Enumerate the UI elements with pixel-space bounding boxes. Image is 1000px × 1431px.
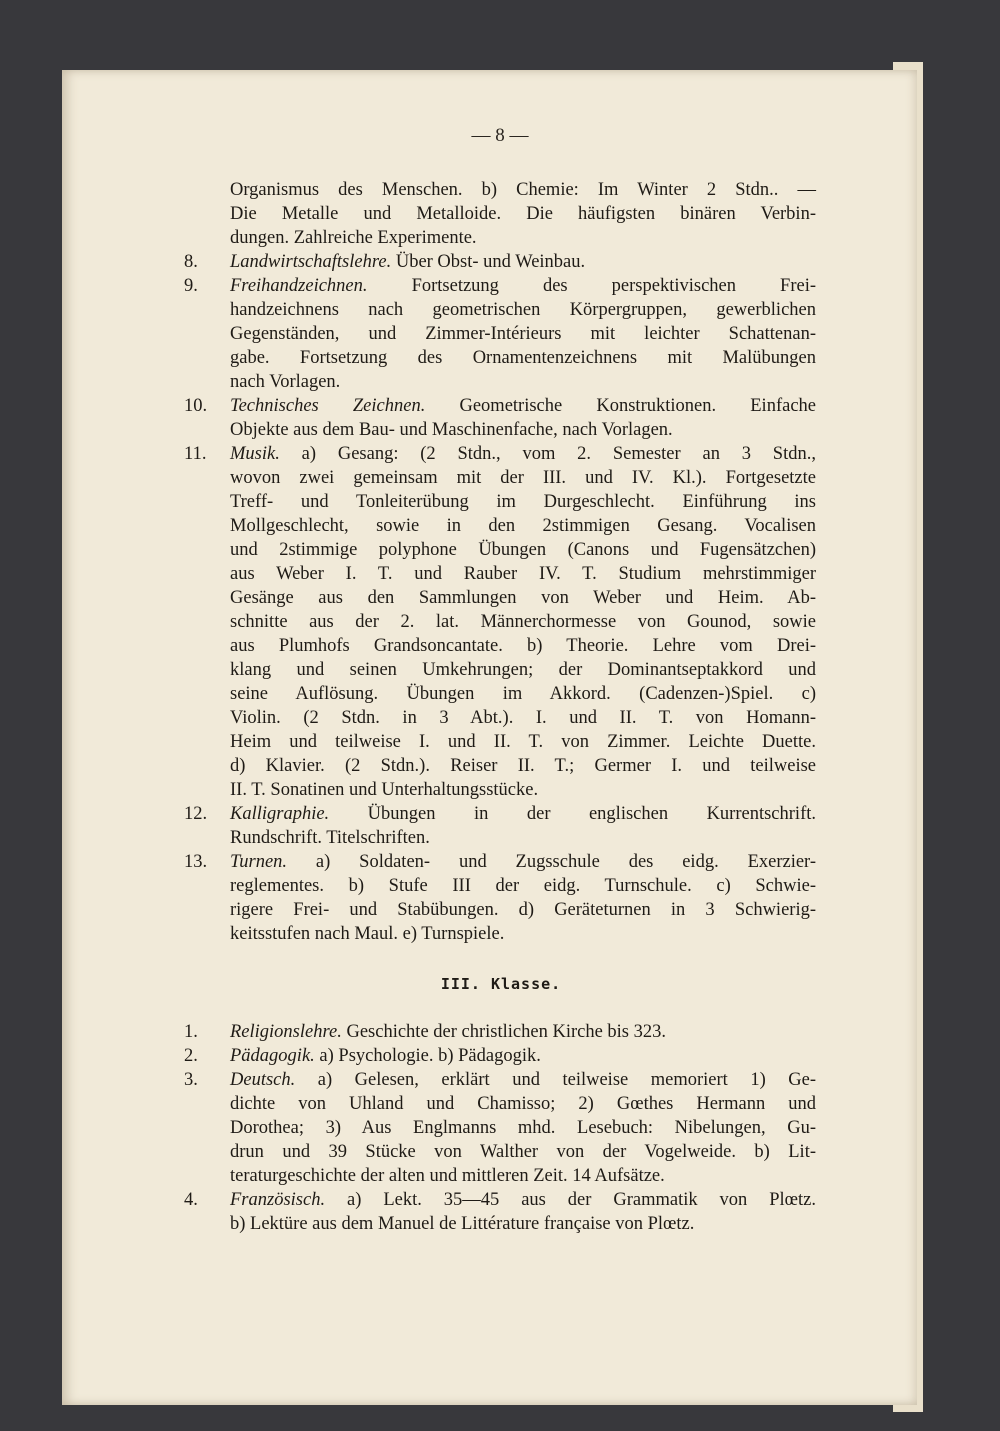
item-number: 8.	[184, 252, 198, 272]
item-title: Pädagogik.	[230, 1046, 315, 1066]
list-item	[186, 850, 816, 946]
text-line: nach Vorlagen.	[230, 372, 341, 392]
text-line: klang und seinen Umkehrungen; der Dominantseptakkord und	[230, 660, 816, 680]
text-line: rigere Frei- und Stabübungen. d) Geräteturnen in 3 Schwierig-	[230, 900, 816, 920]
text-line: keitsstufen nach Maul. e) Turnspiele.	[230, 924, 505, 944]
list-item	[186, 1020, 816, 1044]
list-item	[186, 802, 816, 850]
item-title: Kalligraphie.	[230, 804, 330, 824]
text-line: aus Weber I. T. und Rauber IV. T. Studium mehrstimmiger	[230, 564, 816, 584]
section-heading: III. Klasse.	[440, 975, 562, 993]
item-number: 11.	[184, 444, 207, 464]
item-text: a) Soldaten- und Zugsschule des eidg. Exerzier-	[287, 852, 816, 872]
text-line: dichte von Uhland und Chamisso; 2) Gœthes Hermann und	[230, 1094, 816, 1114]
text-line: Heim und teilweise I. und II. T. von Zimmer. Leichte Duette.	[230, 732, 816, 752]
item-text: Übungen in der englischen Kurrentschrift.	[329, 804, 816, 824]
text-line: wovon zwei gemeinsam mit der III. und IV. Kl.). Fortgesetzte	[230, 468, 816, 488]
item-title: Turnen.	[230, 852, 288, 872]
subject-list-part2	[186, 1020, 816, 1236]
text-line: aus Plumhofs Grandsoncantate. b) Theorie. Lehre vom Drei-	[230, 636, 816, 656]
list-item	[186, 1068, 816, 1188]
text-line	[186, 250, 816, 274]
list-item	[186, 394, 816, 442]
item-title: Freihandzeichnen.	[230, 276, 368, 296]
list-item	[186, 1044, 816, 1068]
item-number: 4.	[184, 1190, 198, 1210]
item-text: Geometrische Konstruktionen. Einfache	[425, 396, 816, 416]
item-text: Fortsetzung des perspektivischen Frei-	[367, 276, 816, 296]
text-line	[186, 1020, 816, 1044]
text-line: Violin. (2 Stdn. in 3 Abt.). I. und II. T. von Homann-	[230, 708, 816, 728]
text-line: d) Klavier. (2 Stdn.). Reiser II. T.; Germer I. und teilweise	[230, 756, 816, 776]
text-line: b) Lektüre aus dem Manuel de Littérature française von Plœtz.	[230, 1214, 695, 1234]
text-line: Dorothea; 3) Aus Englmanns mhd. Lesebuch: Nibelungen, Gu-	[230, 1118, 816, 1138]
text-line: Rundschrift. Titelschriften.	[230, 828, 430, 848]
text-line	[186, 1068, 816, 1092]
list-item	[186, 1188, 816, 1236]
item-text: a) Psychologie. b) Pädagogik.	[314, 1046, 541, 1066]
item-number: 2.	[184, 1046, 198, 1066]
item-number: 10.	[184, 396, 208, 416]
text-line	[186, 394, 816, 418]
text-line	[186, 1044, 816, 1068]
text-line: Gegenständen, und Zimmer-Intérieurs mit leichter Schattenan-	[230, 324, 816, 344]
text-line: Gesänge aus den Sammlungen von Weber und Heim. Ab-	[230, 588, 816, 608]
item-text: Geschichte der christlichen Kirche bis 323.	[341, 1022, 667, 1042]
text-line	[186, 802, 816, 826]
text-line: schnitte aus der 2. lat. Männerchormesse von Gounod, sowie	[230, 612, 816, 632]
text-line: dungen. Zahlreiche Experimente.	[230, 228, 477, 248]
item-text: Über Obst- und Weinbau.	[391, 252, 586, 272]
subject-list-part1	[186, 250, 816, 946]
text-line: Mollgeschlecht, sowie in den 2stimmigen Gesang. Vocalisen	[230, 516, 816, 536]
continuation-paragraph	[186, 178, 816, 250]
item-number: 3.	[184, 1070, 198, 1090]
text-line: Treff- und Tonleiterübung im Durgeschlecht. Einführung ins	[230, 492, 816, 512]
list-item	[186, 442, 816, 802]
item-number: 12.	[184, 804, 208, 824]
text-line	[186, 442, 816, 466]
text-line: drun und 39 Stücke von Walther von der Vogelweide. b) Lit-	[230, 1142, 816, 1162]
text-line: Die Metalle und Metalloide. Die häufigsten binären Verbin-	[230, 204, 816, 224]
item-number: 9.	[184, 276, 198, 296]
text-line: reglementes. b) Stufe III der eidg. Turnschule. c) Schwie-	[230, 876, 816, 896]
item-title: Musik.	[230, 444, 280, 464]
item-text: a) Gesang: (2 Stdn., vom 2. Semester an 3 Stdn.,	[279, 444, 816, 464]
item-title: Französisch.	[230, 1190, 326, 1210]
text-line	[186, 274, 816, 298]
item-title: Deutsch.	[230, 1070, 296, 1090]
item-text: a) Lekt. 35—45 aus der Grammatik von Plœtz.	[325, 1190, 816, 1210]
document-body	[186, 178, 816, 1236]
text-line: seine Auflösung. Übungen im Akkord. (Cadenzen-)Spiel. c)	[230, 684, 816, 704]
page-number: — 8 —	[471, 125, 529, 146]
list-item	[186, 274, 816, 394]
item-title: Religionslehre.	[230, 1022, 342, 1042]
item-title: Technisches Zeichnen.	[230, 396, 426, 416]
text-line: II. T. Sonatinen und Unterhaltungsstücke.	[230, 780, 539, 800]
text-line: handzeichnens nach geometrischen Körpergruppen, gewerblichen	[230, 300, 816, 320]
text-line: teraturgeschichte der alten und mittleren Zeit. 14 Aufsätze.	[230, 1166, 665, 1186]
text-line: und 2stimmige polyphone Übungen (Canons und Fugensätzchen)	[230, 540, 816, 560]
text-line: Objekte aus dem Bau- und Maschinenfache, nach Vorlagen.	[230, 420, 673, 440]
text-line	[186, 1188, 816, 1212]
list-item	[186, 250, 816, 274]
text-line: gabe. Fortsetzung des Ornamentenzeichnens mit Malübungen	[230, 348, 816, 368]
text-line	[186, 850, 816, 874]
item-title: Landwirtschaftslehre.	[230, 252, 392, 272]
item-text: a) Gelesen, erklärt und teilweise memoriert 1) Ge-	[295, 1070, 816, 1090]
text-line: Organismus des Menschen. b) Chemie: Im Winter 2 Stdn.. —	[230, 180, 816, 200]
item-number: 13.	[184, 852, 208, 872]
item-number: 1.	[184, 1022, 198, 1042]
